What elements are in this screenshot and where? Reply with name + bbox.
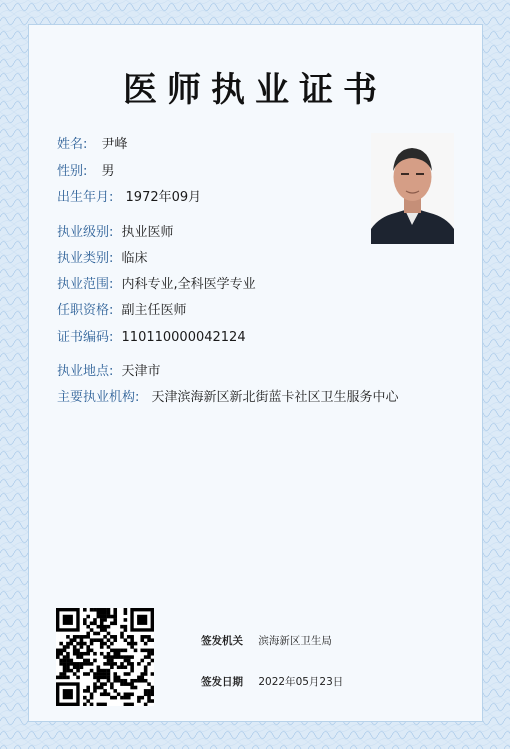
level-value: 执业医师 bbox=[121, 225, 174, 240]
name-label: 姓名: bbox=[57, 137, 88, 152]
qr-code bbox=[56, 608, 154, 706]
cert-no-value: 110110000042124 bbox=[121, 330, 246, 345]
birth-label: 出生年月: bbox=[57, 190, 114, 205]
location-label: 执业地点: bbox=[57, 364, 114, 379]
gender-value: 男 bbox=[101, 164, 115, 179]
location-value: 天津市 bbox=[121, 364, 161, 379]
category-value: 临床 bbox=[121, 251, 148, 266]
institution-label: 主要执业机构: bbox=[57, 390, 140, 405]
cert-no-row bbox=[57, 326, 246, 345]
issue-authority-label: 签发机关 bbox=[201, 635, 243, 647]
cert-no-label: 证书编码: bbox=[57, 330, 114, 345]
level-row bbox=[57, 221, 174, 240]
name-row bbox=[57, 133, 128, 152]
gender-label: 性别: bbox=[57, 164, 88, 179]
location-row bbox=[57, 360, 161, 379]
qualification-value: 副主任医师 bbox=[121, 303, 187, 318]
institution-value: 天津滨海新区新北街蓝卡社区卫生服务中心 bbox=[151, 390, 399, 405]
birth-row bbox=[57, 186, 201, 205]
issue-date-row bbox=[201, 674, 343, 689]
birth-value: 1972年09月 bbox=[125, 190, 202, 205]
issue-date-label: 签发日期 bbox=[201, 676, 243, 688]
category-row bbox=[57, 247, 148, 266]
issue-date-value: 2022年05月23日 bbox=[258, 676, 344, 688]
name-value: 尹峰 bbox=[101, 137, 128, 152]
qualification-row bbox=[57, 299, 187, 318]
issue-authority-value: 滨海新区卫生局 bbox=[258, 635, 332, 647]
issue-authority-row bbox=[201, 633, 332, 648]
scope-value: 内科专业,全科医学专业 bbox=[121, 277, 256, 292]
scope-row bbox=[57, 273, 256, 292]
scope-label: 执业范围: bbox=[57, 277, 114, 292]
gender-row bbox=[57, 160, 115, 179]
institution-row bbox=[57, 386, 399, 405]
certificate-title: 医师执业证书 bbox=[123, 70, 387, 110]
qualification-label: 任职资格: bbox=[57, 303, 114, 318]
level-label: 执业级别: bbox=[57, 225, 114, 240]
category-label: 执业类别: bbox=[57, 251, 114, 266]
portrait-photo bbox=[371, 133, 454, 244]
